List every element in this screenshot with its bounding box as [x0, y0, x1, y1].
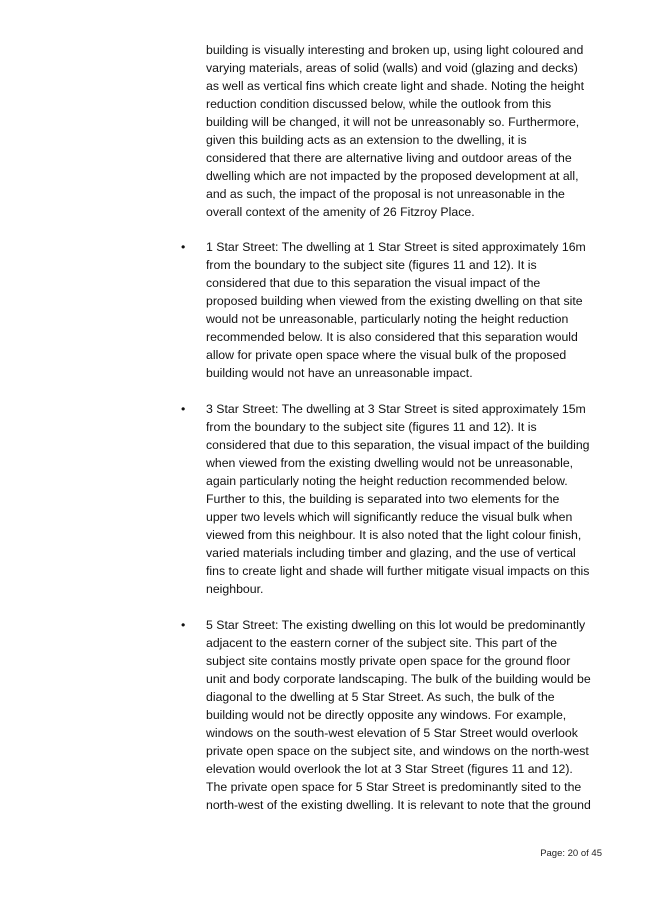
text-line: adjacent to the eastern corner of the subject site. This part of the	[206, 636, 558, 650]
text-line: north-west of the existing dwelling. It is relevant to note that the ground	[206, 798, 591, 812]
text-line: considered that due to this separation the visual impact of the	[206, 276, 541, 290]
text-line: diagonal to the dwelling at 5 Star Street. As such, the bulk of the	[206, 690, 555, 704]
text-line: allow for private open space where the visual bulk of the proposed	[206, 348, 567, 362]
bullet-marker: •	[181, 402, 186, 416]
text-line: private open space on the subject site, and windows on the north-west	[206, 744, 589, 758]
text-line: elevation would overlook the lot at 3 Star Street (figures 11 and 12).	[206, 762, 573, 776]
text-line: again particularly noting the height reduction recommended below.	[206, 474, 568, 488]
text-line: varying materials, areas of solid (walls) and void (glazing and decks)	[206, 61, 578, 75]
text-line: building will be changed, it will not be unreasonably so. Furthermore,	[206, 115, 580, 129]
text-line: considered that due to this separation, the visual impact of the building	[206, 438, 590, 452]
text-line: overall context of the amenity of 26 Fitzroy Place.	[206, 205, 475, 219]
text-line: would not be unreasonable, particularly noting the height reduction	[206, 312, 569, 326]
text-line: upper two levels which will significantly reduce the visual bulk when	[206, 510, 573, 524]
text-line: 5 Star Street: The existing dwelling on this lot would be predominantly	[206, 618, 586, 632]
text-line: fins to create light and shade will further mitigate visual impacts on this	[206, 564, 590, 578]
text-line: recommended below. It is also considered that this separation would	[206, 330, 578, 344]
text-line: when viewed from the existing dwelling would not be unreasonable,	[206, 456, 574, 470]
page-number: Page: 20 of 45	[540, 848, 602, 859]
text-line: as well as vertical fins which create light and shade. Noting the height	[206, 79, 584, 93]
bullet-paragraph-3-star-street	[206, 400, 606, 598]
text-line: reduction condition discussed below, while the outlook from this	[206, 97, 552, 111]
text-line: building would not have an unreasonable impact.	[206, 366, 473, 380]
text-line: Further to this, the building is separated into two elements for the	[206, 492, 560, 506]
text-line: 3 Star Street: The dwelling at 3 Star Street is sited approximately 15m	[206, 402, 586, 416]
text-line: dwelling which are not impacted by the proposed development at all,	[206, 169, 579, 183]
text-line: building would not be directly opposite any windows. For example,	[206, 708, 567, 722]
text-line: from the boundary to the subject site (figures 11 and 12). It is	[206, 420, 537, 434]
bullet-marker: •	[181, 240, 186, 254]
text-line: 1 Star Street: The dwelling at 1 Star Street is sited approximately 16m	[206, 240, 586, 254]
bullet-marker: •	[181, 618, 186, 632]
text-line: from the boundary to the subject site (figures 11 and 12). It is	[206, 258, 537, 272]
continuation-paragraph	[206, 41, 606, 221]
text-line: proposed building when viewed from the existing dwelling on that site	[206, 294, 583, 308]
text-line: viewed from this neighbour. It is also noted that the light colour finish,	[206, 528, 582, 542]
text-line: considered that there are alternative living and outdoor areas of the	[206, 151, 572, 165]
text-line: unit and body corporate landscaping. The bulk of the building would be	[206, 672, 591, 686]
text-line: and as such, the impact of the proposal is not unreasonable in the	[206, 187, 565, 201]
bullet-paragraph-5-star-street	[206, 616, 606, 814]
bullet-paragraph-1-star-street	[206, 238, 606, 382]
text-line: subject site contains mostly private open space for the ground floor	[206, 654, 571, 668]
text-line: given this building acts as an extension to the dwelling, it is	[206, 133, 527, 147]
text-line: neighbour.	[206, 582, 264, 596]
text-line: windows on the south-west elevation of 5 Star Street would overlook	[206, 726, 578, 740]
text-line: The private open space for 5 Star Street is predominantly sited to the	[206, 780, 582, 794]
text-line: varied materials including timber and glazing, and the use of vertical	[206, 546, 576, 560]
text-line: building is visually interesting and broken up, using light coloured and	[206, 43, 584, 57]
